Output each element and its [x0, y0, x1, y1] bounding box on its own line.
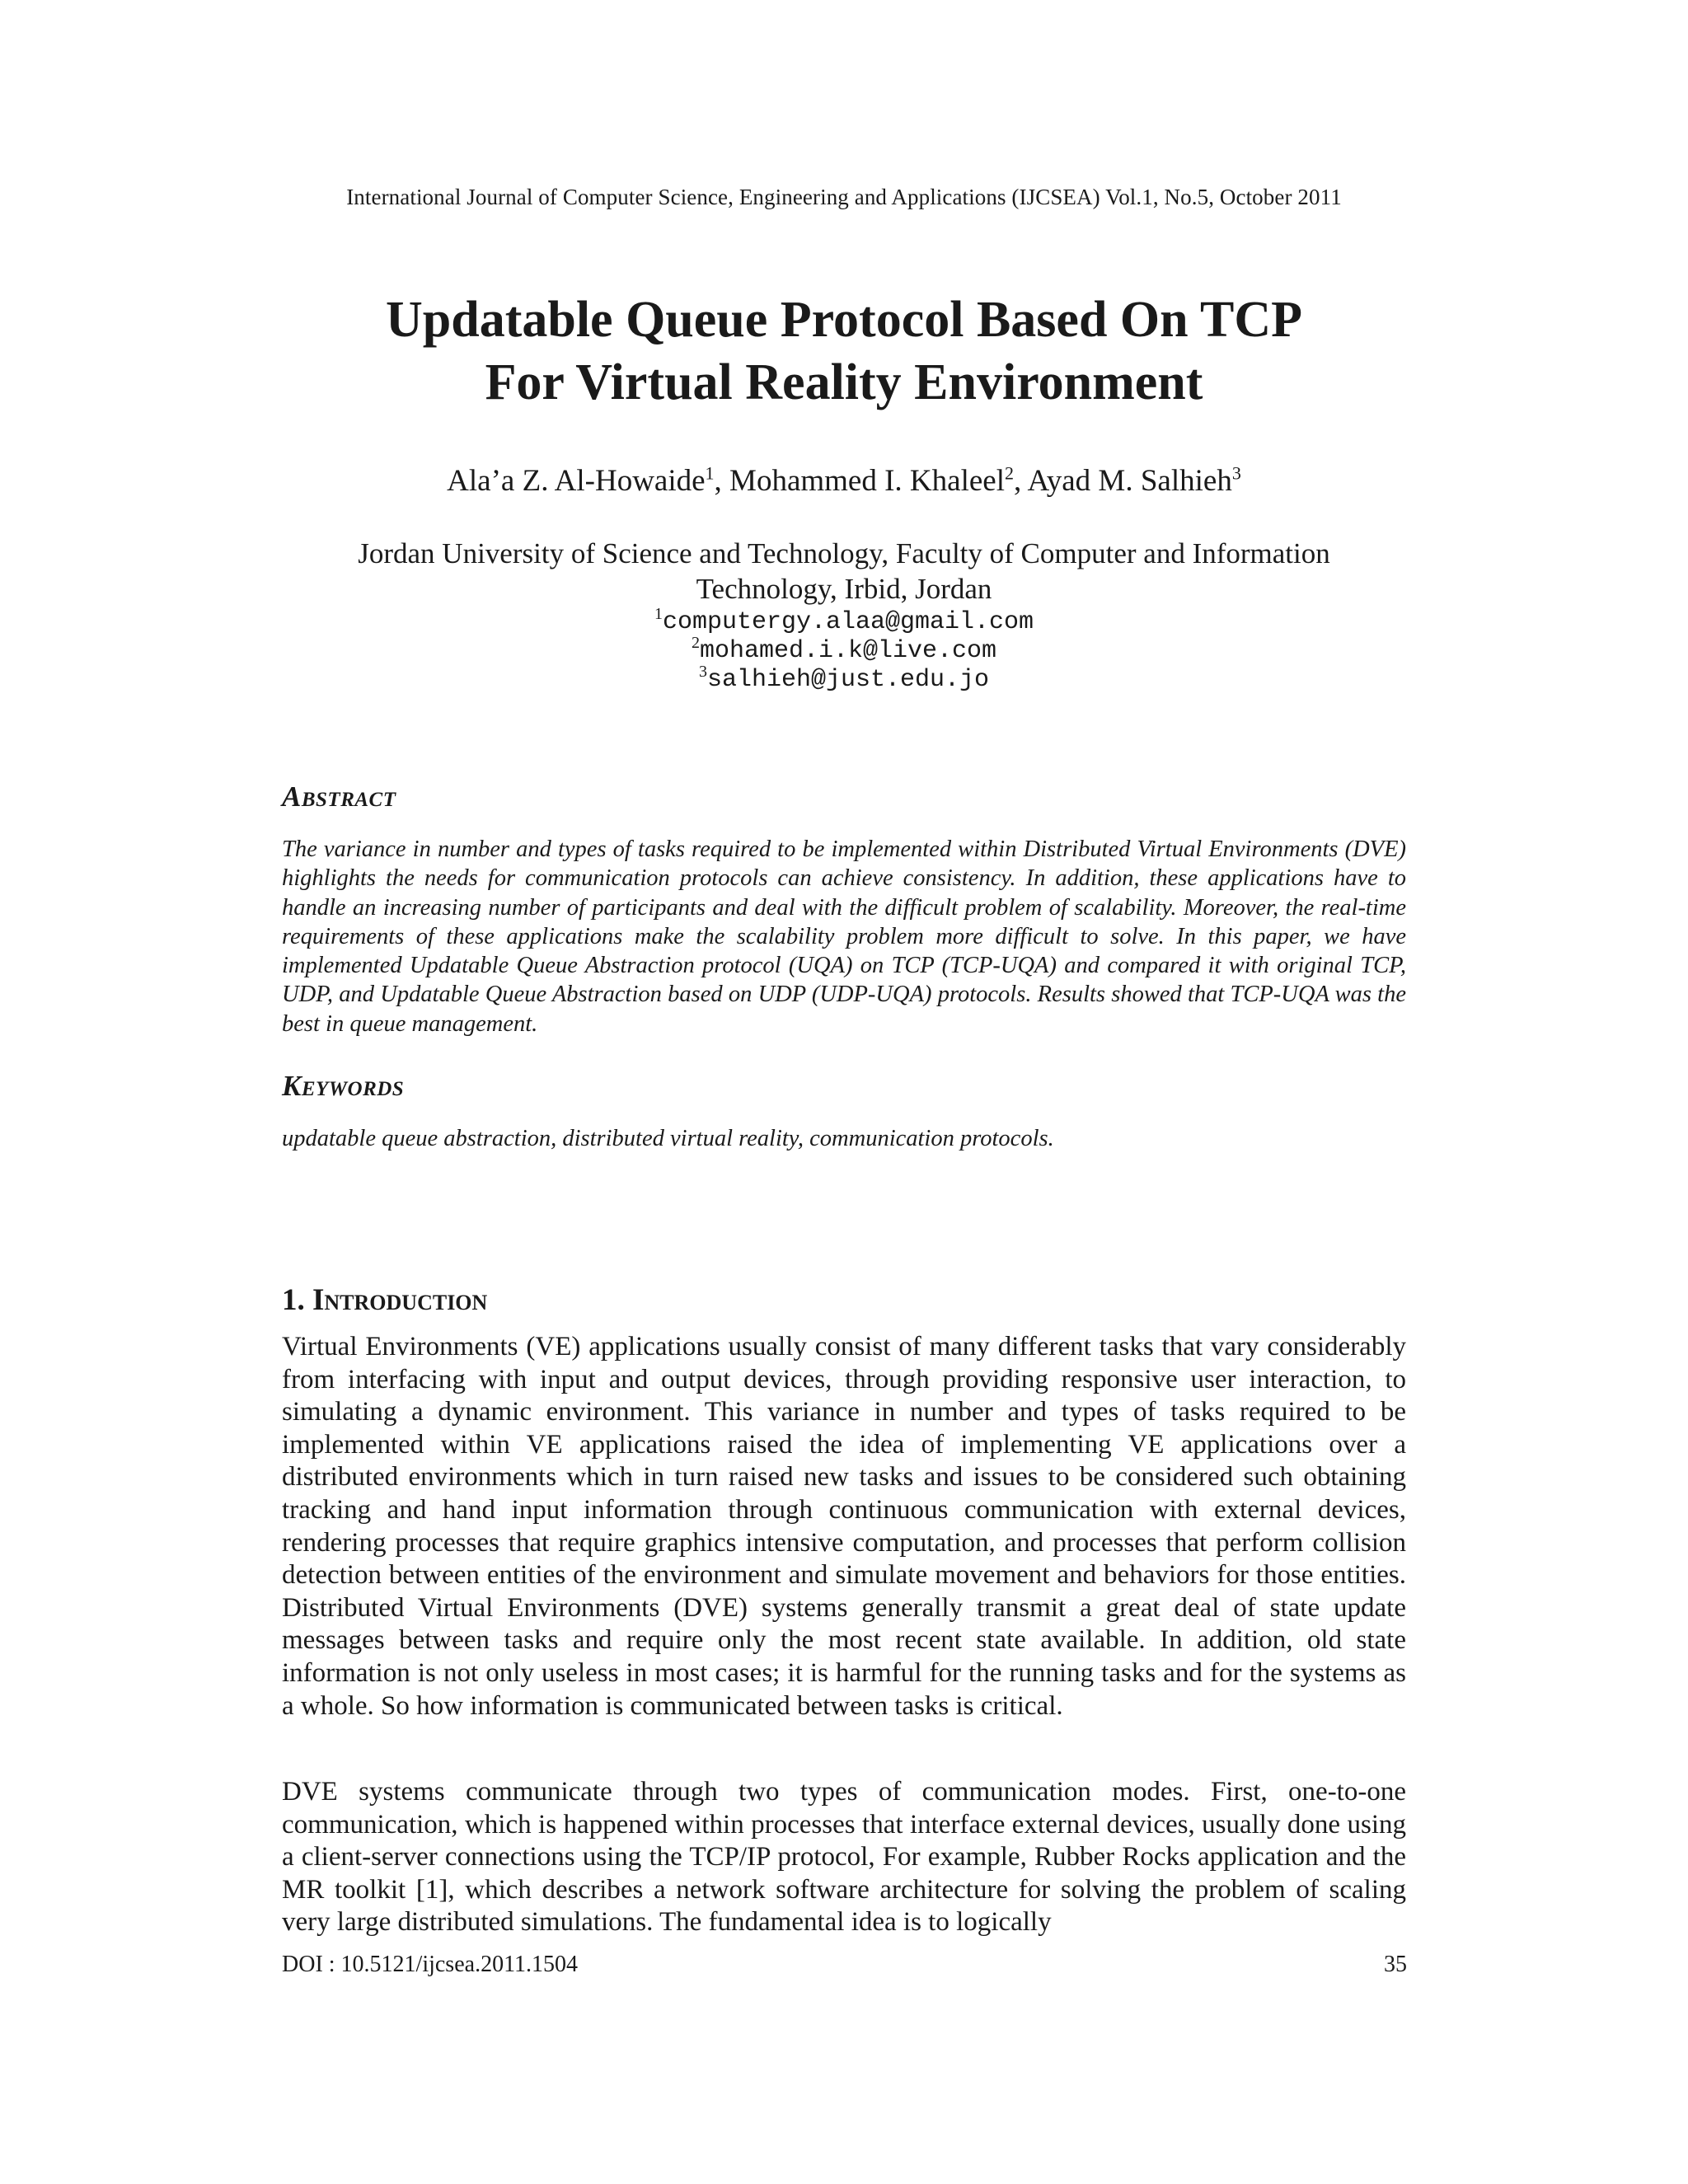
title-line-1: Updatable Queue Protocol Based On TCP: [385, 292, 1303, 348]
running-head: International Journal of Computer Science, Engineering and Applications (IJCSEA) Vol.1, No.5, October 2011: [346, 185, 1342, 209]
email-list: [0, 605, 1688, 695]
abstract-heading: Abstract: [282, 780, 396, 813]
keywords-text: updatable queue abstraction, distributed virtual reality, communication protocols.: [282, 1126, 1054, 1151]
page-number: 35: [1384, 1952, 1407, 1977]
doi-footer: DOI : 10.5121/ijcsea.2011.1504: [282, 1952, 579, 1977]
author-affil-mark: 2: [1004, 462, 1014, 484]
introduction-paragraph-1: Virtual Environments (VE) applications usually consist of many different tasks that vary considerably from interfacing with input and output devices, through providing responsive user interaction, to simulating a dynamic environment. This variance in number and types of tasks required to be implemented within VE applications raised the idea of implementing VE applications over a distributed environments which in turn raised new tasks and issues to be considered such obtaining tracking and hand input information through continuous communication with external devices, rendering processes that require graphics intensive computation, and processes that perform collision detection between entities of the environment and simulate movement and behaviors for those entities. Distributed Virtual Environments (DVE) systems generally transmit a great deal of state update messages between tasks and require only the most recent state available. In addition, old state information is not only useless in most cases; it is harmful for the running tasks and for the systems as a whole. So how information is communicated between tasks is critical.: [282, 1332, 1406, 1721]
introduction-heading: 1. Introduction: [282, 1283, 488, 1317]
author-name: Ayad M. Salhieh: [1027, 464, 1232, 498]
author-affil-mark: 1: [705, 462, 715, 484]
affiliation: [0, 536, 1688, 607]
author-affil-mark: 3: [1231, 462, 1241, 484]
author-name: Mohammed I. Khaleel: [729, 464, 1005, 498]
introduction-paragraph-2: DVE systems communicate through two types of communication modes. First, one-to-one communication, which is happened within processes that interface external devices, usually done using a client-server connections using the TCP/IP protocol, For example, Rubber Rocks application and the MR toolkit [1], which describes a network software architecture for solving the problem of scaling very large distributed simulations. The fundamental idea is to logically: [282, 1777, 1406, 1938]
email-address[interactable]: computergy.alaa@gmail.com: [662, 608, 1034, 636]
email-mark: 2: [691, 634, 700, 652]
title-line-2: For Virtual Reality Environment: [485, 354, 1203, 410]
email-entry[interactable]: [0, 663, 1688, 695]
paper-title: [0, 288, 1688, 414]
abstract-text: The variance in number and types of tasks required to be implemented within Distributed Virtual Environments (DVE) highlights the needs for communication protocols can achieve consistency. In addition, these applications have to handle an increasing number of participants and deal with the difficult problem of scalability. Moreover, the real-time requirements of these applications make the scalability problem more difficult to solve. In this paper, we have implemented Updatable Queue Abstraction protocol (UQA) on TCP (TCP-UQA) and compared it with original TCP, UDP, and Updatable Queue Abstraction based on UDP (UDP-UQA) protocols. Results showed that TCP-UQA was the best in queue management.: [282, 837, 1406, 1037]
author-name: Ala’a Z. Al-Howaide: [447, 464, 706, 498]
email-entry[interactable]: [0, 605, 1688, 637]
keywords-heading: Keywords: [282, 1070, 405, 1102]
affiliation-line-2: Technology, Irbid, Jordan: [696, 573, 992, 605]
affiliation-line-1: Jordan University of Science and Technology, Faculty of Computer and Information: [358, 537, 1330, 569]
author-separator: ,: [1013, 464, 1028, 498]
email-mark: 1: [654, 605, 663, 623]
author-list: [0, 463, 1688, 499]
author-separator: ,: [714, 464, 730, 498]
email-mark: 3: [698, 663, 707, 681]
email-address[interactable]: salhieh@just.edu.jo: [706, 666, 990, 694]
email-entry[interactable]: [0, 634, 1688, 666]
email-address[interactable]: mohamed.i.k@live.com: [699, 637, 997, 665]
